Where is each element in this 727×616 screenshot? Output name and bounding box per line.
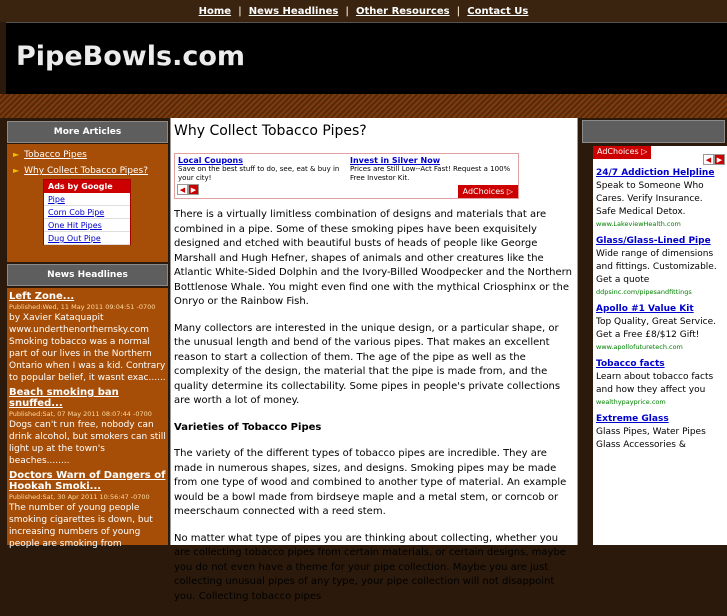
right-ad-url[interactable]: www.apollofuturetech.com	[596, 343, 683, 351]
sidebar-item-tobacco-pipes	[13, 150, 168, 160]
news-title-link[interactable]: Beach smoking ban snuffed...	[9, 387, 119, 409]
article-paragraph: The variety of the different types of tobacco pipes are incredible. They are made in numerous shapes, sizes, and designs. Smoking pipes may be made from one type of wood and combined to another type of material. An example would be a bowl made from birdseye maple and a metal stem, or corncob or meerschaum connected with a reed stem.	[174, 448, 567, 517]
news-date: Published:Wed, 11 May 2011 09:04:51 -0700	[9, 303, 156, 311]
right-ad-title-link[interactable]: Apollo #1 Value Kit	[596, 304, 694, 314]
news-headlines-title: News Headlines	[7, 264, 168, 286]
top-ad-banner	[174, 153, 519, 199]
sidebar-link-why-collect[interactable]: Why Collect Tobacco Pipes?	[24, 166, 149, 176]
top-ad-item	[350, 156, 522, 183]
news-item	[9, 470, 166, 550]
right-ad-item	[593, 236, 727, 296]
right-ad-title-link[interactable]: Tobacco facts	[596, 359, 665, 369]
right-ad-url[interactable]: wealthypayprice.com	[596, 398, 666, 406]
article-subheading: Varieties of Tobacco Pipes	[174, 421, 322, 433]
right-sidebar	[579, 118, 727, 545]
sidebar-item-why-collect	[13, 166, 168, 176]
nav-separator: |	[238, 6, 242, 17]
nav-contact-us-link[interactable]: Contact Us	[467, 6, 529, 17]
news-body: Dogs can't run free, nobody can drink alcohol, but smokers can still light up at the town's beaches........	[9, 420, 166, 466]
ad-link-pipe[interactable]: Pipe	[44, 193, 130, 206]
right-ad-column	[593, 146, 727, 545]
top-ad-desc: Prices are Still Low--Act Fast! Request a 100% Free Investor Kit.	[350, 165, 511, 182]
more-articles-title: More Articles	[7, 121, 168, 143]
news-date: Published:Sat, 07 May 2011 08:07:44 -0700	[9, 410, 152, 418]
right-ad-desc: Glass Pipes, Water Pipes Glass Accessories &	[596, 427, 706, 450]
news-item	[9, 387, 166, 467]
top-navigation	[0, 0, 727, 22]
right-ad-url[interactable]: www.LakeviewHealth.com	[596, 220, 681, 228]
right-ad-title-link[interactable]: Extreme Glass	[596, 414, 669, 424]
google-ads-box	[43, 179, 131, 245]
news-title-link[interactable]: Left Zone...	[9, 291, 75, 302]
news-title-link[interactable]: Doctors Warn of Dangers of Hookah Smoki...	[9, 470, 166, 492]
nav-news-headlines-link[interactable]: News Headlines	[248, 6, 339, 17]
site-logo[interactable]: PipeBowls.com	[16, 41, 246, 72]
news-body: by Xavier Kataquapit www.underthenorthernsky.com Smoking tobacco was a normal part of our lives in the Northern Ontario when I was a kid. Contrary to popular belief, it wasnt exac......	[9, 313, 166, 383]
adchoices-button[interactable]	[593, 146, 651, 159]
page-title: Why Collect Tobacco Pipes?	[174, 123, 367, 139]
news-body: The number of young people smoking cigarettes is down, but increasing numbers of young people are smoking from	[9, 503, 153, 549]
ad-link-corn-cob-pipe[interactable]: Corn Cob Pipe	[44, 206, 130, 219]
arrow-right-icon: ►	[13, 150, 20, 159]
right-ad-desc: Top Quality, Great Service. Get a Free £8/$12 Gift!	[596, 317, 716, 340]
adchoices-label: AdChoices	[597, 147, 639, 156]
top-ad-desc: Save on the best stuff to do, see, eat & buy in your city!	[178, 165, 340, 182]
nav-separator: |	[345, 6, 349, 17]
article-paragraph: There is a virtually limitless combination of designs and materials that are combined in a pipe. Some of these smoking pipes have been exquisitely designed and etched with beautiful busts of heads of people like George Marshall and Hugh Hefner, shapes of animals and other creatures like the Atlantic White-Sided Dolphin and the Ivory-Billed Woodpecker and the Northern Bottlenose Whale. You might even find one with the mythical Criosphinx or the Onryo or the Rainbow Fish.	[174, 209, 572, 307]
right-box-title	[582, 120, 725, 143]
right-ad-url[interactable]: ddpsinc.com/pipesandfittings	[596, 288, 692, 296]
right-ad-item	[593, 168, 727, 228]
arrow-right-icon: ►	[13, 166, 20, 175]
prev-arrow-icon[interactable]: ◀	[177, 184, 188, 195]
right-ad-item	[593, 414, 727, 452]
news-date: Published:Sat, 30 Apr 2011 10:56:47 -0700	[9, 493, 150, 501]
nav-other-resources-link[interactable]: Other Resources	[355, 6, 450, 17]
nav-separator: |	[456, 6, 461, 17]
adchoices-icon: ▷	[506, 187, 513, 196]
site-header	[6, 22, 727, 94]
article-paragraph: No matter what type of pipes you are thinking about collecting, whether you are collecting tobacco pipes from certain materials, or certain designs, maybe you do not even have a theme for your pipe collection. Maybe you are just collecting unusual pipes of any type, your pipe collection will not disappoint you. Collecting tobacco pipes	[174, 532, 566, 602]
ads-by-google-label[interactable]: Ads by Google	[44, 180, 130, 193]
news-headlines-box	[7, 288, 168, 549]
sidebar-link-tobacco-pipes[interactable]: Tobacco Pipes	[24, 150, 87, 160]
right-ad-pager	[703, 147, 725, 166]
right-ad-desc: Learn about tobacco facts and how they affect you	[596, 372, 714, 395]
right-ad-title-link[interactable]: 24/7 Addiction Helpline	[596, 168, 715, 178]
decorative-stripe	[0, 94, 727, 118]
right-ad-item	[593, 304, 727, 351]
right-ad-desc: Speak to Someone Who Cares. Verify Insurance. Safe Medical Detox.	[596, 181, 704, 217]
top-ad-title-link[interactable]: Invest in Silver Now	[350, 156, 441, 165]
right-ad-desc: Wide range of dimensions and fittings. Customizable. Get a quote	[596, 249, 717, 285]
next-arrow-icon[interactable]: ▶	[714, 154, 725, 165]
article-body	[174, 208, 576, 616]
next-arrow-icon[interactable]: ▶	[188, 184, 199, 195]
nav-home-link[interactable]: Home	[198, 6, 232, 17]
right-ad-title-link[interactable]: Glass/Glass-Lined Pipe	[596, 236, 711, 246]
adchoices-button[interactable]	[458, 185, 518, 198]
adchoices-label: AdChoices	[462, 187, 505, 196]
prev-arrow-icon[interactable]: ◀	[703, 154, 714, 165]
news-item	[9, 291, 166, 384]
top-ad-pager	[177, 177, 199, 196]
adchoices-icon: ▷	[641, 147, 648, 156]
right-ad-topbar	[593, 146, 727, 164]
ad-link-one-hit-pipes[interactable]: One Hit Pipes	[44, 219, 130, 232]
top-ad-item	[178, 156, 350, 183]
ad-link-dug-out-pipe[interactable]: Dug Out Pipe	[44, 232, 130, 245]
right-ad-item	[593, 359, 727, 406]
top-ad-title-link[interactable]: Local Coupons	[178, 156, 244, 165]
main-content	[170, 118, 578, 602]
article-paragraph: Many collectors are interested in the unique design, or a particular shape, or the unusual length and bend of the various pipes. That makes an excellent reason to start a collection of them. The age of the pipe as well as the complexity of the design, the material that the pipe is made from, and the quality determine its collectability. Some pipes in people's private collections are worth a lot of money.	[174, 322, 561, 406]
